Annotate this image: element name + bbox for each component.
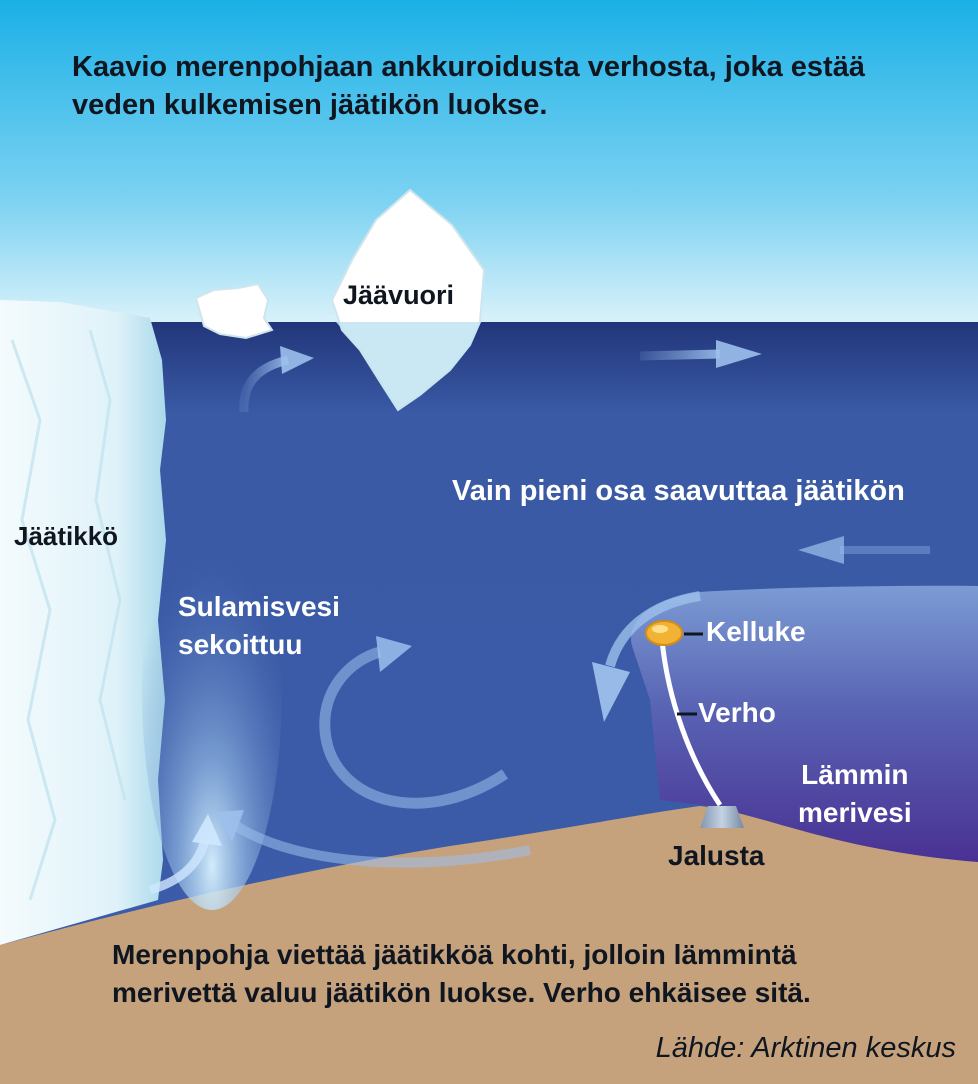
caption-line: merivettä valuu jäätikön luokse. Verho ehkäisee sitä. bbox=[112, 977, 811, 1008]
meltwater-label-line: Sulamisvesi bbox=[178, 591, 340, 622]
iceberg-label: Jäävuori bbox=[343, 280, 455, 310]
base-label: Jalusta bbox=[668, 840, 765, 871]
diagram-title bbox=[72, 48, 865, 124]
warm-seawater-label bbox=[798, 756, 912, 832]
warm-seawater-label-line: Lämmin bbox=[801, 759, 909, 790]
caption-line: Merenpohja viettää jäätikköä kohti, jolloin lämmintä bbox=[112, 939, 797, 970]
meltwater-label-line: sekoittuu bbox=[178, 629, 303, 660]
float-highlight bbox=[652, 625, 668, 633]
small-part-label: Vain pieni osa saavuttaa jäätikön bbox=[452, 475, 905, 507]
glacier bbox=[0, 300, 166, 945]
meltwater-label bbox=[178, 588, 340, 664]
float-label: Kelluke bbox=[706, 616, 806, 647]
glacier-label: Jäätikkö bbox=[14, 521, 119, 551]
float-buoy bbox=[646, 621, 682, 645]
curtain-label: Verho bbox=[698, 697, 776, 728]
title-line: veden kulkemisen jäätikön luokse. bbox=[72, 89, 548, 121]
source-credit: Lähde: Arktinen keskus bbox=[655, 1032, 956, 1064]
caption bbox=[112, 936, 811, 1012]
title-line: Kaavio merenpohjaan ankkuroidusta verhosta, joka estää bbox=[72, 51, 865, 83]
warm-seawater-label-line: merivesi bbox=[798, 797, 912, 828]
